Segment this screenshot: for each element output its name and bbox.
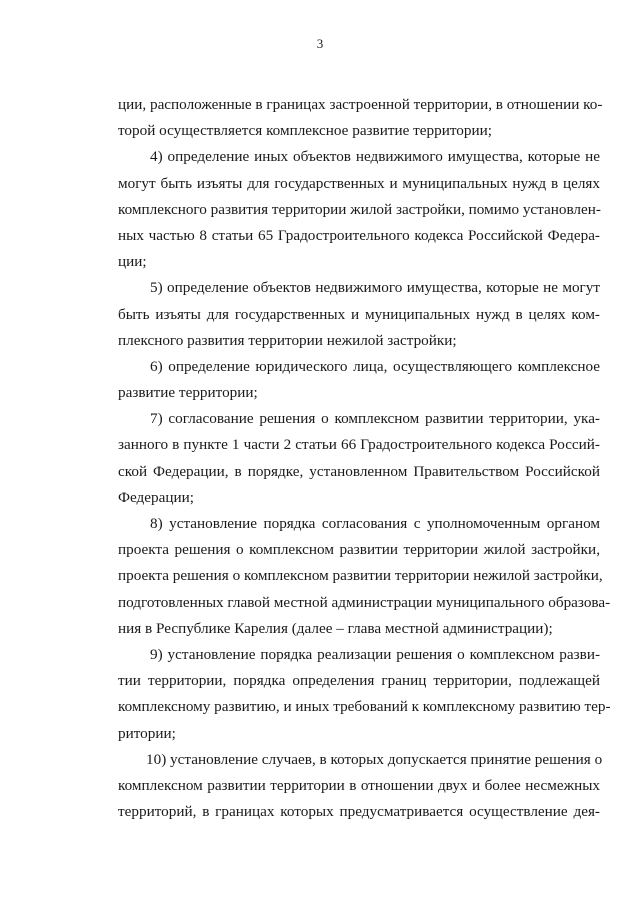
text-line: 6) определение юридического лица, осуществляющего комплексное — [150, 357, 600, 375]
text-line: Федерации; — [118, 488, 194, 506]
text-line: 4) определение иных объектов недвижимого имущества, которые не — [150, 148, 600, 166]
text-line: ния в Республике Карелия (далее – глава местной администрации); — [118, 619, 553, 637]
text-line: развитие территории; — [118, 384, 258, 402]
text-line: 9) установление порядка реализации решения о комплексном разви- — [150, 645, 600, 663]
page-number: 3 — [316, 36, 324, 51]
text-line: проекта решения о комплексном развитии территории нежилой застройки, — [118, 567, 603, 585]
text-line: быть изъяты для государственных и муниципальных нужд в целях ком- — [118, 305, 600, 323]
text-line: подготовленных главой местной администрации муниципального образова- — [118, 593, 611, 611]
text-line: занного в пункте 1 части 2 статьи 66 Градостроительного кодекса Россий- — [118, 436, 600, 454]
text-line: тии территории, порядка определения границ территории, подлежащей — [118, 672, 600, 690]
text-line: проекта решения о комплексном развитии территории жилой застройки, — [118, 541, 600, 559]
text-line: комплексному развитию, и иных требований к комплексному развитию тер- — [118, 698, 611, 716]
text-line: ритории; — [118, 724, 176, 742]
text-line: ции; — [118, 253, 147, 271]
text-line: 7) согласование решения о комплексном развитии территории, ука- — [150, 410, 600, 428]
text-line: 10) установление случаев, в которых допускается принятие решения о — [146, 750, 603, 768]
text-line: ции, расположенные в границах застроенной территории, в отношении ко- — [118, 96, 603, 113]
document-body — [118, 92, 611, 825]
text-line: 8) установление порядка согласования с уполномоченным органом — [150, 515, 600, 532]
text-line: могут быть изъяты для государственных и муниципальных нужд в целях — [118, 174, 600, 192]
text-line: плексного развития территории нежилой застройки; — [118, 331, 457, 349]
text-line: ных частью 8 статьи 65 Градостроительного кодекса Российской Федера- — [118, 226, 600, 244]
text-line: ской Федерации, в порядке, установленном Правительством Российской — [118, 462, 600, 480]
text-line: комплексного развития территории жилой застройки, помимо установлен- — [118, 200, 601, 218]
text-line: 5) определение объектов недвижимого имущества, которые не могут — [150, 279, 600, 297]
text-line: территорий, в границах которых предусматривается осуществление дея- — [118, 803, 600, 821]
text-line: комплексном развитии территории в отношении двух и более несмежных — [118, 776, 600, 794]
text-line: торой осуществляется комплексное развитие территории; — [118, 122, 492, 140]
